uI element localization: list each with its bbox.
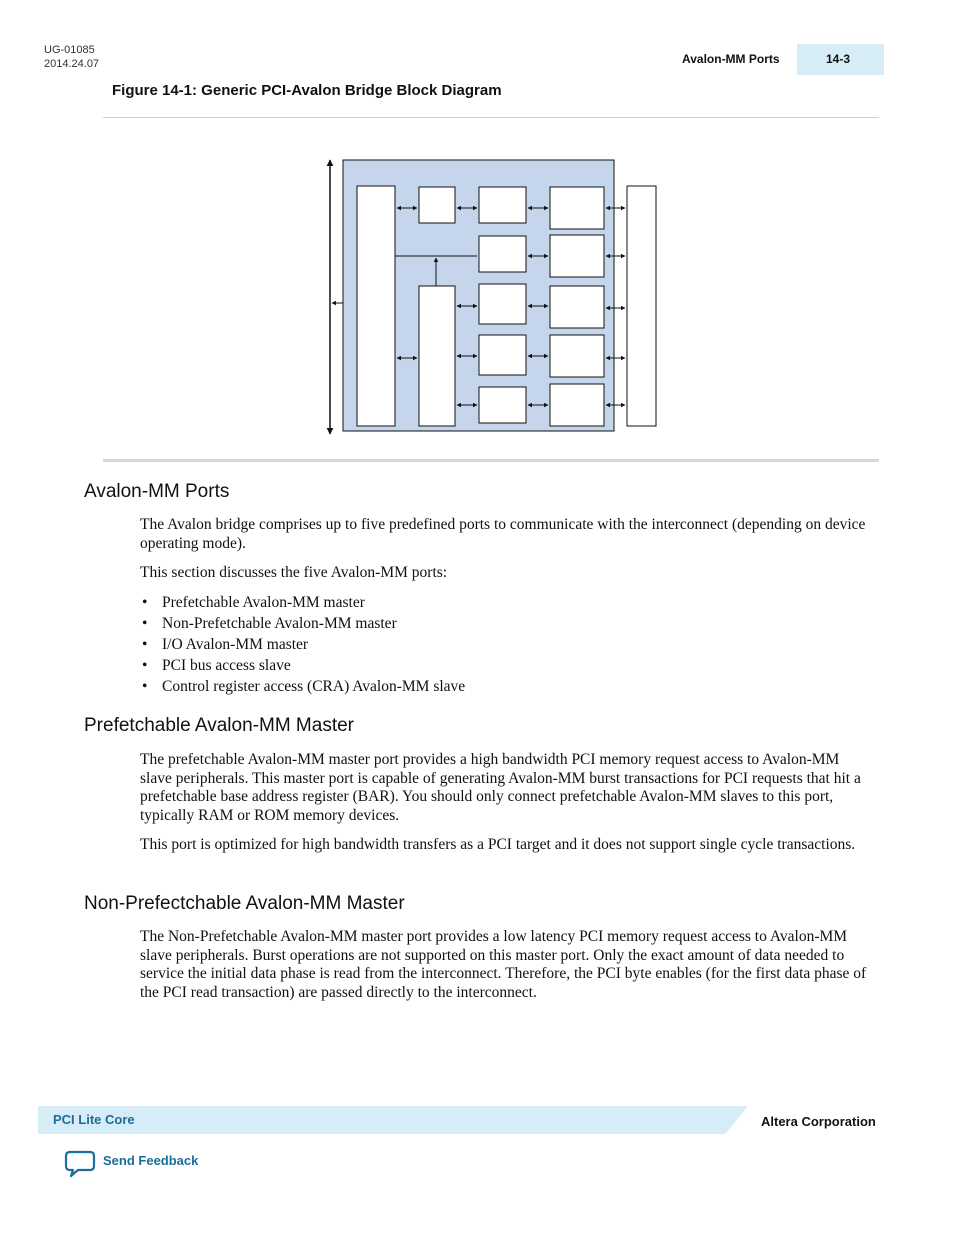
- paragraph: This port is optimized for high bandwidth transfers as a PCI target and it does not support single cycle transactions.: [140, 836, 856, 853]
- speech-bubble-icon[interactable]: [64, 1150, 96, 1178]
- doc-number: UG-01085: [44, 44, 95, 56]
- port-block-c4-3: [550, 286, 604, 328]
- send-feedback-link[interactable]: Send Feedback: [103, 1153, 199, 1168]
- port-block-c3-4: [479, 335, 526, 375]
- port-block-c3-5: [479, 387, 526, 423]
- paragraph: The Avalon bridge comprises up to five predefined ports to communicate with the interconnect (depending on device operating mode).: [140, 516, 866, 552]
- paragraph: This section discusses the five Avalon-MM ports:: [140, 564, 448, 581]
- list-item: • Prefetchable Avalon-MM master: [140, 592, 465, 613]
- footer-bar: [38, 1106, 748, 1134]
- port-block-c3-1: [479, 187, 526, 223]
- control-block-bottom: [419, 286, 455, 426]
- heading-non-prefetchable-master: Non-Prefectchable Avalon-MM Master: [84, 893, 405, 914]
- paragraph: The Non-Prefetchable Avalon-MM master port provides a low latency PCI memory request access to Avalon-MM slave peripherals. Burst operations are not supported on this master port. Only the exact amount of data needed to service the initial data phase is read from the interconnect. Therefore, the PCI byte enables (for the first data phase of the PCI read transaction) are passed directly to the interconnect.: [140, 928, 867, 1001]
- interconnect-block: [627, 186, 656, 426]
- footer-product-link[interactable]: PCI Lite Core: [53, 1112, 135, 1127]
- port-block-c4-4: [550, 335, 604, 377]
- port-list: [140, 592, 465, 697]
- page-number: 14-3: [826, 52, 851, 66]
- paragraph: The prefetchable Avalon-MM master port provides a high bandwidth PCI memory request access to Avalon-MM slave peripherals. This master port is capable of generating Avalon-MM burst transactions for PCI requests that hit a prefetchable base address register (BAR). You should only connect prefetchable Avalon-MM slaves to this port, typically RAM or ROM memory devices.: [140, 751, 861, 824]
- list-item: • Control register access (CRA) Avalon-MM slave: [140, 676, 465, 697]
- port-block-c3-2: [479, 236, 526, 272]
- port-block-c4-2: [550, 235, 604, 277]
- heading-prefetchable-master: Prefetchable Avalon-MM Master: [84, 715, 354, 736]
- list-item: • PCI bus access slave: [140, 655, 465, 676]
- port-block-c4-5: [550, 384, 604, 426]
- control-block-top: [419, 187, 455, 223]
- running-section-title: Avalon-MM Ports: [682, 52, 780, 66]
- list-item: • Non-Prefetchable Avalon-MM master: [140, 613, 465, 634]
- figure-caption: Figure 14-1: Generic PCI-Avalon Bridge Block Diagram: [112, 82, 502, 99]
- list-item: • I/O Avalon-MM master: [140, 634, 465, 655]
- port-block-c4-1: [550, 187, 604, 229]
- pci-interface-block: [357, 186, 395, 426]
- port-block-c3-3: [479, 284, 526, 324]
- bridge-block-diagram: [0, 0, 954, 470]
- doc-date: 2014.24.07: [44, 58, 100, 70]
- figure-bottom-rule: [103, 459, 879, 462]
- footer-company: Altera Corporation: [761, 1114, 876, 1129]
- heading-avalon-mm-ports: Avalon-MM Ports: [84, 481, 230, 502]
